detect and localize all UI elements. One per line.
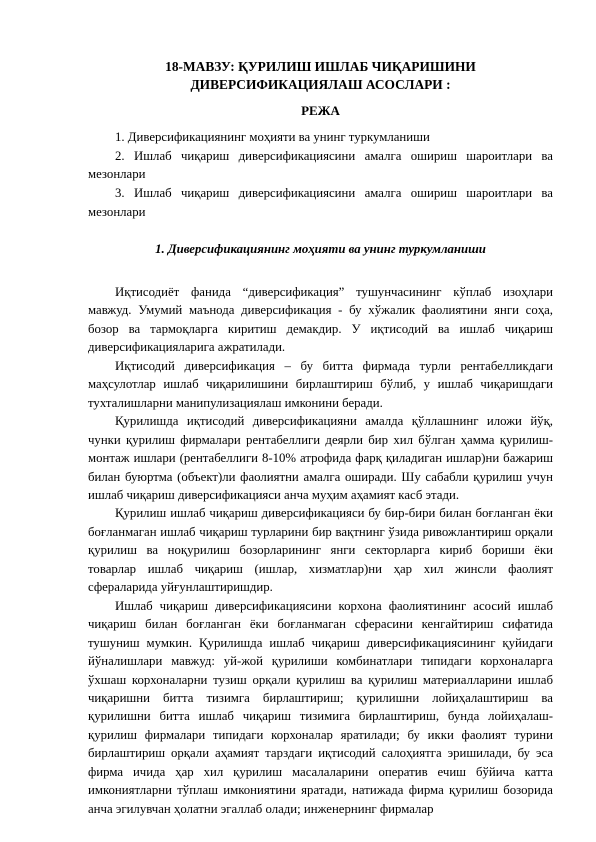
paragraph: Қурилишда иқтисодий диверсификацияни амалда қўллашнинг иложи йўқ, чунки қурилиш фирмалари рентабеллиги деярли бир хил бўлган ҳамма қурилиш-монтаж ишлари (рентабеллиги 8-10% атрофида фарқ қиладиган ишлар)ни бажариш билан буюртма (объект)ли фаолиятни амалга оширади. Шу сабабли қурилиш учун ишлаб чиқариш диверсификацияси анча муҳим аҳамият касб этади. — [88, 414, 553, 502]
paragraph: Ишлаб чиқариш диверсификациясини корхона фаолиятининг асосий ишлаб чиқариш билан боғланган ёки боғланмаган сферасини кенгайтириш сифатида тушуниш мумкин. Қурилишда ишлаб чиқариш диверсификациясининг қуйидаги йўналишлари мавжуд: уй-жой қурилиши комбинатлари типидаги корхоналарга ўхшаш корхоналарни тузиш орқали қурилиш ва қурилиш материалларини ишлаб чиқаришни битта тизимга бирлаштириш; қурилишни лойиҳалаштириш ва қурилишни битта ишлаб чиқариш тизимига бирлаштириш, бунда лойиҳалаш-қурилиш фирмалари типидаги корхоналар яратилади; бу икки фаолият турини бирлаштириш орқали аҳамият тарздаги иқтисодий салоҳиятга эришилади, бу эса фирма ичида ҳар хил қурилиш масалаларини оператив ечиш бўйича катта имкониятларни тўплаш имкониятини яратади, натижада фирма қурилиш бозорида анча эгилувчан ҳолатни эгаллаб олади; инженернинг фирмалар — [88, 598, 553, 816]
plan-item: 1. Диверсификациянинг моҳияти ва унинг туркумланиши — [115, 130, 430, 144]
paragraph: Қурилиш ишлаб чиқариш диверсификацияси бу бир-бири билан боғланган ёки боғланмаган ишлаб чиқариш турларини бир вақтнинг ўзида ривожлантириш орқали қурилиш ва ноқурилиш бозорларининг янги секторларга кириб бориши ёки товарлар ишлаб чиқариш (ишлар, хизматлар)ни ҳар хил жинсли фаолият сфераларида уйғунлаштиришдир. — [88, 506, 553, 595]
section-heading: 1. Диверсификациянинг моҳияти ва унинг туркумланиши — [155, 242, 486, 256]
paragraph: Иқтисодиёт фанида “диверсификация” тушунчасининг кўплаб изоҳлари мавжуд. Умумий маънода диверсификация - бу хўжалик фаолиятини янги соҳа, бозор ва тармоқларга киритиш демакдир. У иқтисодий ва ишлаб чиқариш диверсификацияларига ажратилади. — [88, 285, 553, 355]
page-title — [88, 58, 553, 94]
paragraph: Иқтисодий диверсификация – бу битта фирмада турли рентабелликдаги маҳсулотлар ишлаб чиқарилишини бирлаштириш бўлиб, у ишлаб чиқаришдаги тухталишларни манипулизациялаш имконини беради. — [88, 358, 553, 410]
title-line-1: 18-МАВЗУ: ҚУРИЛИШ ИШЛАБ ЧИҚАРИШИНИ — [165, 59, 476, 74]
plan-list — [88, 128, 553, 222]
body-text — [88, 283, 553, 818]
title-line-2: ДИВЕРСИФИКАЦИЯЛАШ АСОСЛАРИ : — [190, 77, 451, 92]
plan-heading: РЕЖА — [301, 103, 340, 118]
plan-item: 2. Ишлаб чиқариш диверсификациясини амалга ошириш шароитлари ва мезонлари — [88, 148, 553, 182]
plan-item: 3. Ишлаб чиқариш диверсификациясини амалга ошириш шароитлари ва мезонлари — [88, 186, 553, 219]
